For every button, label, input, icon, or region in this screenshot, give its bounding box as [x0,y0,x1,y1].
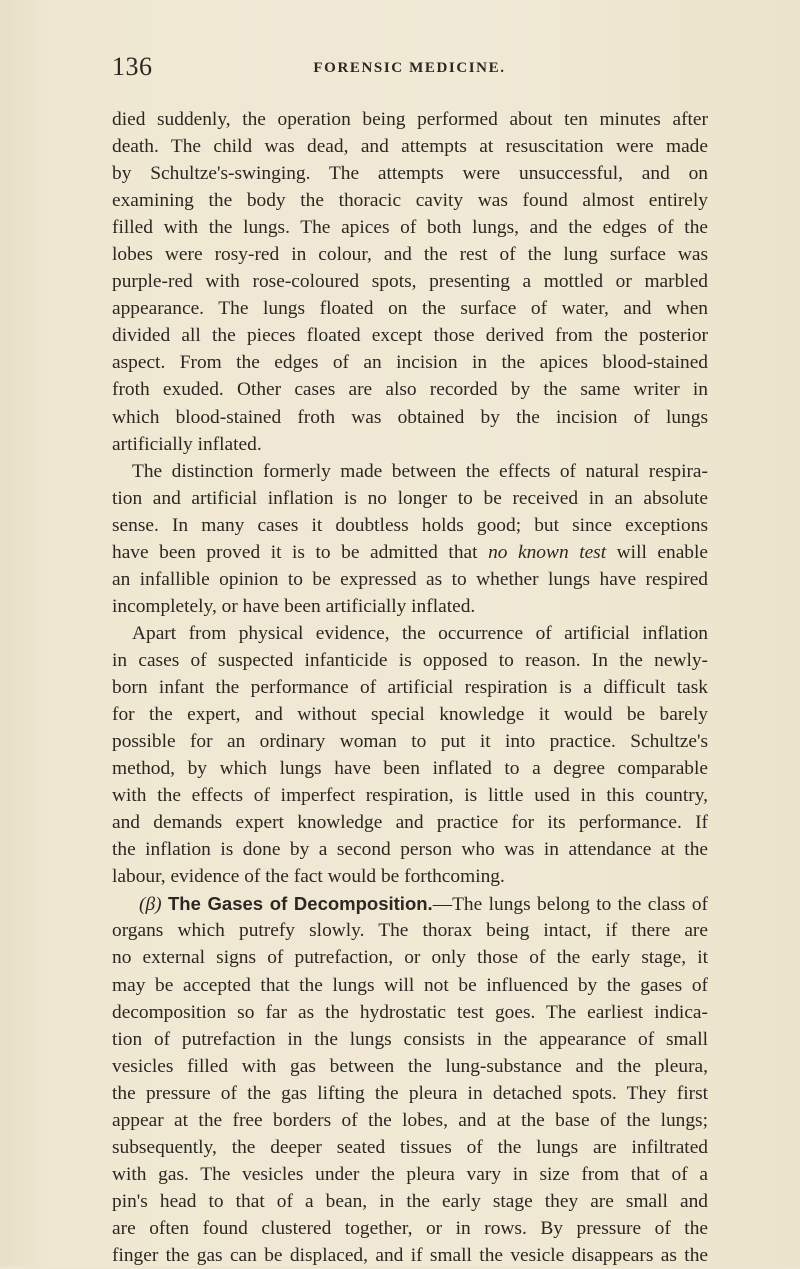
section-heading: The Gases of Decomposition. [167,893,433,915]
text-line: the pressure of the gas lifting the pleura in detached spots. They first [112,1082,708,1104]
text-line: with gas. The vesicles under the pleura vary in size from that of a [112,1163,708,1185]
text-line: with the effects of imperfect respiration, is little used in this country, [112,785,708,807]
text-line: labour, evidence of the fact would be forthcoming. [112,866,505,888]
text-line: appear at the free borders of the lobes, and at the base of the lungs; [112,1109,708,1131]
text-line: filled with the lungs. The apices of both lungs, and the edges of the [112,217,708,239]
text-line: method, by which lungs have been inflated to a degree comparable [112,758,708,780]
text-line: artificially inflated. [112,433,262,455]
text-line: by Schultze's-swinging. The attempts were unsuccessful, and on [112,163,708,185]
text-line: examining the body the thoracic cavity was found almost entirely [112,190,708,212]
text-line: for the expert, and without special knowledge it would be barely [112,704,708,726]
text-segment: —The lungs belong to the class of [432,894,708,916]
text-line: and demands expert knowledge and practice for its performance. If [112,812,708,834]
text-segment: have been proved it is to be admitted that [112,541,489,563]
text-line: organs which putrefy slowly. The thorax being intact, if there are [112,920,708,942]
text-line: pin's head to that of a bean, in the early stage they are small and [112,1190,708,1212]
text-line: incompletely, or have been artificially inflated. [112,595,476,617]
text-line: may be accepted that the lungs will not be influenced by the gases of [112,974,708,996]
text-line: the inflation is done by a second person who was in attendance at the [112,839,708,861]
text-line [112,539,708,566]
text-line: possible for an ordinary woman to put it into practice. Schultze's [112,731,708,753]
text-line: decomposition so far as the hydrostatic test goes. The earliest indica- [112,1001,708,1023]
text-line: Apart from physical evidence, the occurrence of artificial inflation [132,622,708,644]
text-line: in cases of suspected infanticide is opposed to reason. In the newly- [112,649,708,671]
text-line: divided all the pieces floated except those derived from the posterior [112,325,708,347]
text-line: appearance. The lungs floated on the surface of water, and when [112,298,708,320]
text-line: sense. In many cases it doubtless holds good; but since exceptions [112,514,708,536]
text-line: which blood-stained froth was obtained by the incision of lungs [112,406,708,428]
text-line: finger the gas can be displaced, and if small the vesicle disappears as the [112,1244,708,1266]
section-marker: (β) [139,894,168,916]
page-number: 136 [112,52,153,81]
emphasis-text: no known test [488,541,607,563]
text-line: purple-red with rose-coloured spots, presenting a mottled or marbled [112,271,708,293]
text-line: an infallible opinion to be expressed as to whether lungs have respired [112,568,708,590]
text-line: vesicles filled with gas between the lung-substance and the pleura, [112,1055,708,1077]
text-line: are often found clustered together, or in rows. By pressure of the [112,1217,708,1239]
text-line: froth exuded. Other cases are also recorded by the same writer in [112,379,708,401]
text-line: no external signs of putrefaction, or only those of the early stage, it [112,947,708,969]
running-title: FORENSIC MEDICINE. [313,60,506,76]
text-line: tion and artificial inflation is no longer to be received in an absolute [112,487,708,509]
text-line: death. The child was dead, and attempts at resuscitation were made [112,136,708,158]
text-line: The distinction formerly made between the effects of natural respira- [132,460,708,482]
text-line [112,890,708,917]
text-line: aspect. From the edges of an incision in the apices blood-stained [112,352,708,374]
text-line: lobes were rosy-red in colour, and the rest of the lung surface was [112,244,708,266]
body-text [112,106,708,1269]
text-line: subsequently, the deeper seated tissues of the lungs are infiltrated [112,1136,708,1158]
text-line: died suddenly, the operation being performed about ten minutes after [112,109,708,130]
text-segment: will enable [606,541,708,563]
text-line: tion of putrefaction in the lungs consists in the appearance of small [112,1028,708,1050]
running-head [112,50,707,84]
text-line: born infant the performance of artificial respiration is a difficult task [112,676,708,698]
